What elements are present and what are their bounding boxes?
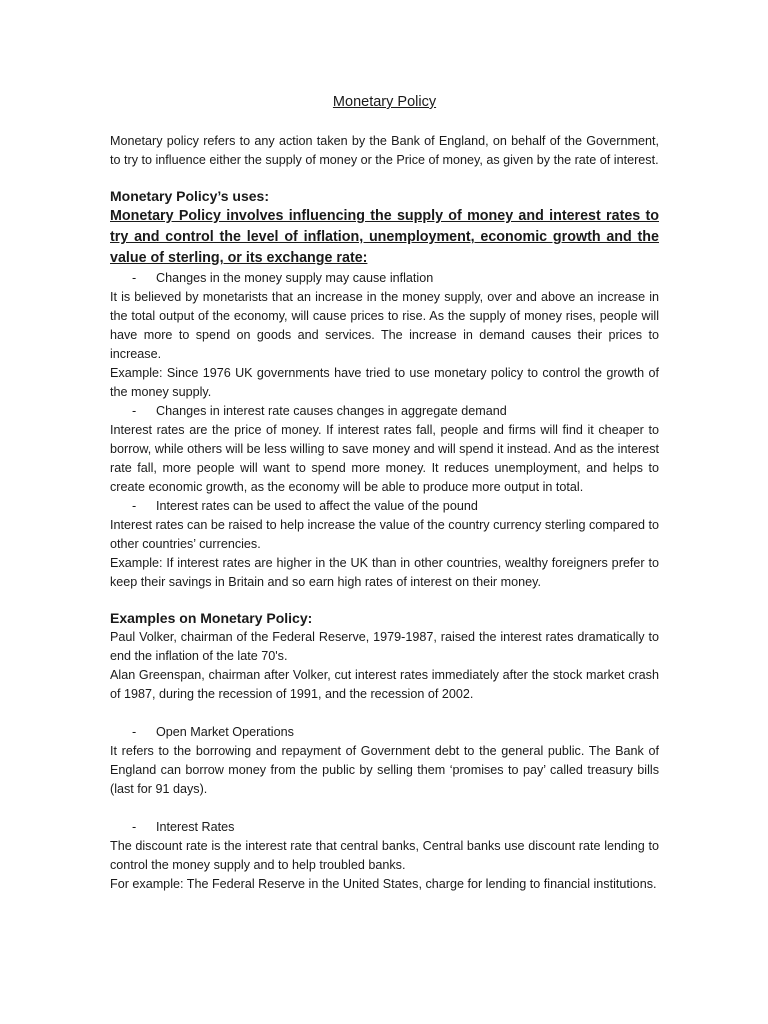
bullet-dash: - bbox=[132, 820, 137, 834]
discount-rate-paragraph: The discount rate is the interest rate that central banks, Central banks use discount rate lending to control the money supply and to help troubled banks. bbox=[110, 839, 659, 872]
bullet-text: Changes in the money supply may cause inflation bbox=[156, 271, 434, 285]
greenspan-paragraph: Alan Greenspan, chairman after Volker, cut interest rates immediately after the stock market crash of 1987, during the recession of 1991, and the recession of 2002. bbox=[110, 668, 659, 701]
uses-subheading: Monetary Policy involves influencing the supply of money and interest rates to try and control the level of inflation, unemployment, economic growth and the value of sterling, or its exchange rate: bbox=[110, 208, 659, 266]
omo-paragraph: It refers to the borrowing and repayment of Government debt to the general public. The Bank of England can borrow money from the public by selling them ‘promises to pay’ called treasury bills (last for 91 days). bbox=[110, 744, 659, 796]
bullet-text: Interest rates can be used to affect the value of the pound bbox=[156, 499, 478, 513]
bullet-text: Interest Rates bbox=[156, 820, 235, 834]
bullet-aggregate-demand bbox=[110, 402, 659, 421]
federal-reserve-example: For example: The Federal Reserve in the United States, charge for lending to financial institutions. bbox=[110, 877, 657, 891]
bullet-dash: - bbox=[132, 725, 137, 739]
intro-paragraph: Monetary policy refers to any action taken by the Bank of England, on behalf of the Government, to try to influence either the supply of money or the Price of money, as given by the rate of interest. bbox=[110, 134, 659, 167]
money-supply-example: Example: Since 1976 UK governments have tried to use monetary policy to control the growth of the money supply. bbox=[110, 366, 659, 399]
aggregate-demand-paragraph: Interest rates are the price of money. If interest rates fall, people and firms will find it cheaper to borrow, while others will be less willing to save money and will spend it instead. And as the interest rate fall, more people will want to spend more money. It reduces unemployment, and helps to create economic growth, as the economy will be able to produce more output in total. bbox=[110, 423, 659, 494]
bullet-text: Changes in interest rate causes changes in aggregate demand bbox=[156, 404, 507, 418]
bullet-interest-rates bbox=[110, 818, 659, 837]
bullet-open-market-operations bbox=[110, 723, 659, 742]
uses-heading: Monetary Policy’s uses: bbox=[110, 188, 269, 204]
pound-value-example: Example: If interest rates are higher in the UK than in other countries, wealthy foreigners prefer to keep their savings in Britain and so earn high rates of interest on their money. bbox=[110, 556, 659, 589]
bullet-dash: - bbox=[132, 271, 137, 285]
bullet-dash: - bbox=[132, 499, 137, 513]
page-title: Monetary Policy bbox=[332, 94, 437, 110]
bullet-text: Open Market Operations bbox=[156, 725, 294, 739]
pound-value-paragraph: Interest rates can be raised to help increase the value of the country currency sterling compared to other countries’ currencies. bbox=[110, 518, 659, 551]
money-supply-paragraph: It is believed by monetarists that an increase in the money supply, over and above an increase in the total output of the economy, will cause prices to rise. As the supply of money rises, people will have more to spend on goods and services. The increase in demand causes their prices to increase. bbox=[110, 290, 659, 361]
bullet-money-supply bbox=[110, 269, 659, 288]
document-body bbox=[110, 92, 659, 894]
volcker-paragraph: Paul Volker, chairman of the Federal Reserve, 1979-1987, raised the interest rates dramatically to end the inflation of the late 70's. bbox=[110, 630, 659, 663]
bullet-pound-value bbox=[110, 497, 659, 516]
bullet-dash: - bbox=[132, 404, 137, 418]
examples-heading: Examples on Monetary Policy: bbox=[110, 610, 313, 626]
